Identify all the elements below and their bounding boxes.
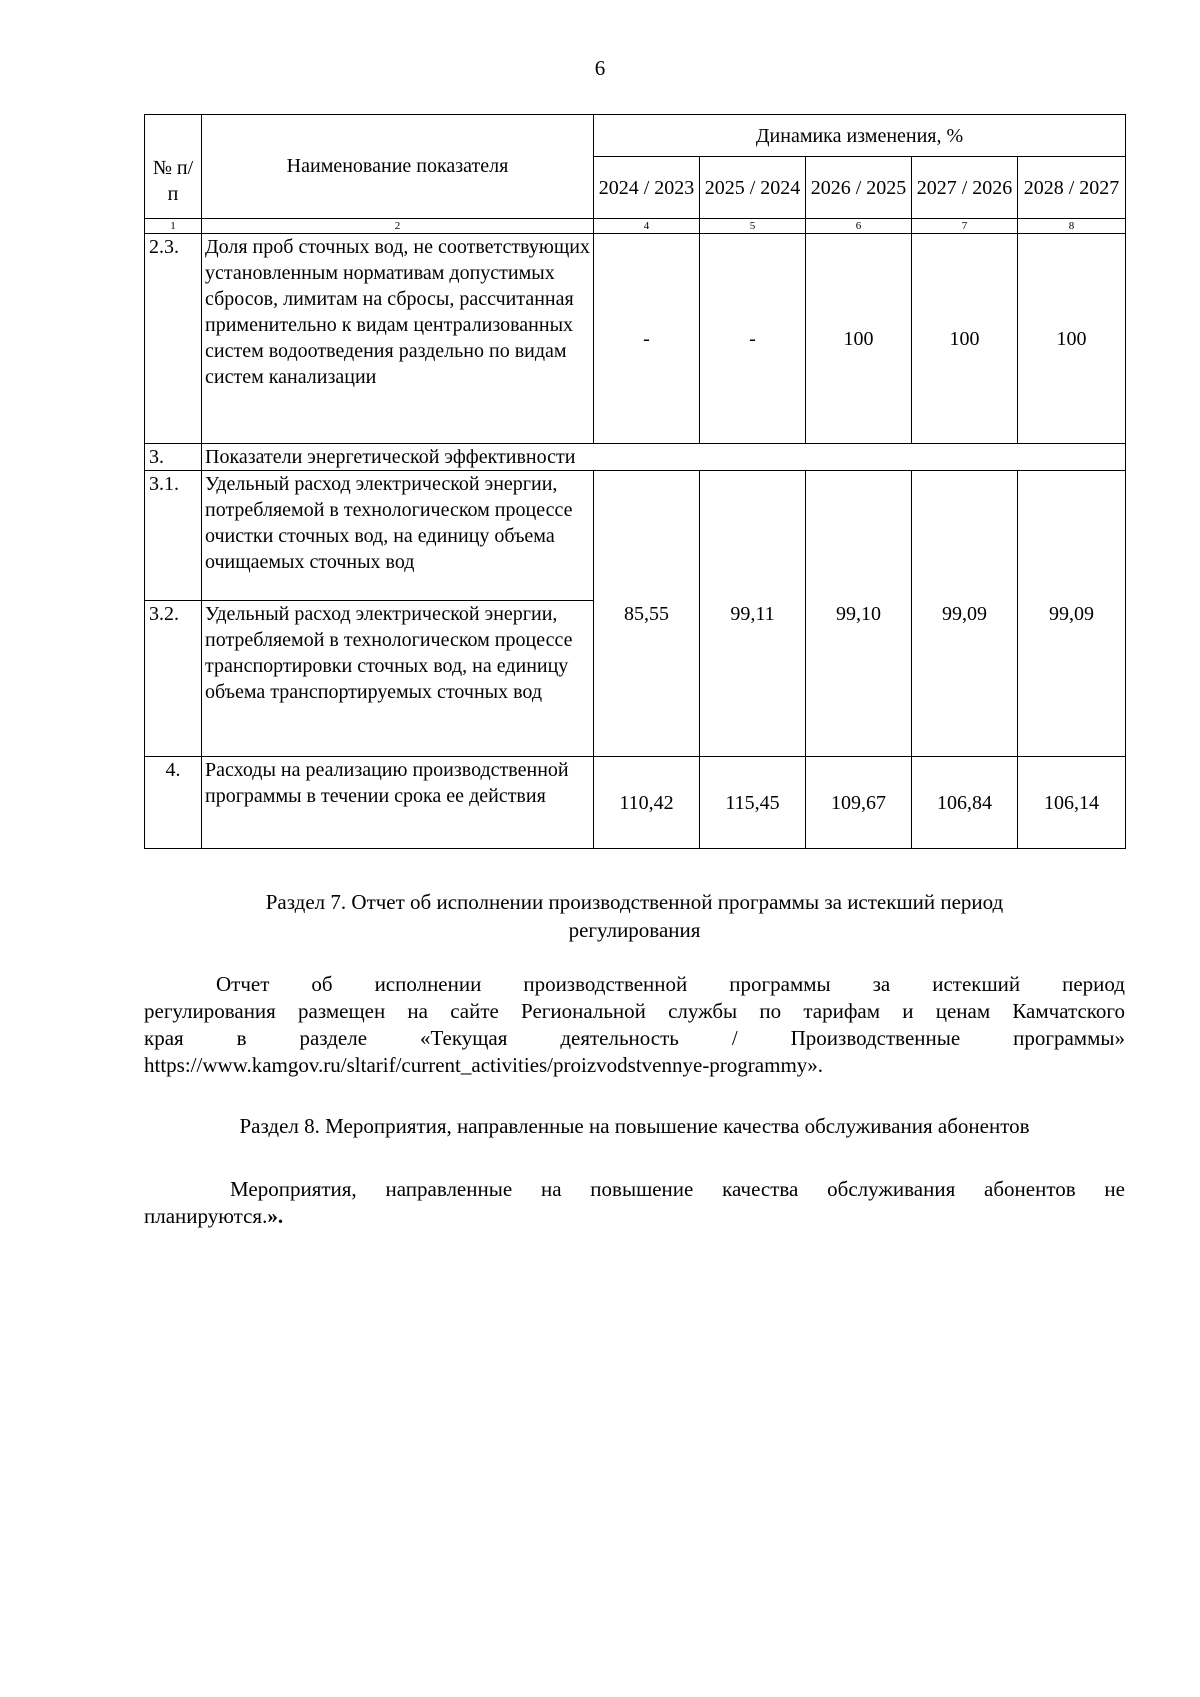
row-value: 85,55 bbox=[594, 471, 700, 757]
section-heading: Показатели энергетической эффективности bbox=[202, 444, 1126, 471]
section7-line: регулирования размещен на сайте Региональной службы по тарифам и ценам Камчатского bbox=[144, 999, 1125, 1023]
header-year: 2025 / 2024 bbox=[700, 157, 806, 219]
header-year: 2026 / 2025 bbox=[806, 157, 912, 219]
section8-title: Раздел 8. Мероприятия, направленные на повышение качества обслуживания абонентов bbox=[239, 1114, 1030, 1138]
col-number: 4 bbox=[594, 219, 700, 234]
row-name: Удельный расход электрической энергии, потребляемой в технологическом процессе транспортировки сточных вод, на единицу объема транспортируемых сточных вод bbox=[202, 601, 594, 757]
row-number: 4. bbox=[145, 757, 202, 849]
section7-title bbox=[144, 888, 1125, 944]
row-value: 110,42 bbox=[594, 757, 700, 849]
row-number: 2.3. bbox=[145, 234, 202, 444]
section7-line: края в разделе «Текущая деятельность / Производственные программы» bbox=[144, 1026, 1125, 1050]
row-name: Расходы на реализацию производственной программы в течении срока ее действия bbox=[202, 757, 594, 849]
row-name: Удельный расход электрической энергии, потребляемой в технологическом процессе очистки сточных вод, на единицу объема очищаемых сточных вод bbox=[202, 471, 594, 601]
section8-line: Мероприятия, направленные на повышение качества обслуживания абонентов не bbox=[230, 1177, 1125, 1201]
col-number: 1 bbox=[145, 219, 202, 234]
section8-line-2 bbox=[144, 1203, 1125, 1230]
row-value: 100 bbox=[806, 234, 912, 444]
header-name: Наименование показателя bbox=[202, 115, 594, 219]
col-number: 7 bbox=[912, 219, 1018, 234]
indicators-table bbox=[144, 114, 1126, 849]
section7-title-line: регулирования bbox=[568, 918, 701, 942]
header-year: 2028 / 2027 bbox=[1018, 157, 1126, 219]
row-value: 99,11 bbox=[700, 471, 806, 757]
table-row bbox=[145, 757, 1126, 849]
row-name: Доля проб сточных вод, не соответствующих установленным нормативам допустимых сбросов, лимитам на сбросы, рассчитанная применительно к видам централизованных систем водоотведения раздельно по видам систем канализации bbox=[202, 234, 594, 444]
header-num bbox=[145, 115, 202, 219]
row-number: 3. bbox=[145, 444, 202, 471]
col-number: 6 bbox=[806, 219, 912, 234]
row-value: 100 bbox=[1018, 234, 1126, 444]
row-value: - bbox=[594, 234, 700, 444]
table-row bbox=[145, 471, 1126, 601]
header-num-text: № п/п bbox=[152, 156, 194, 205]
col-number: 8 bbox=[1018, 219, 1126, 234]
section7-paragraph bbox=[144, 971, 1125, 1079]
section8-line-text: планируются. bbox=[144, 1204, 268, 1228]
row-value: - bbox=[700, 234, 806, 444]
row-value: 100 bbox=[912, 234, 1018, 444]
section8-paragraph bbox=[144, 1176, 1125, 1230]
table-row bbox=[145, 444, 1126, 471]
row-value: 106,84 bbox=[912, 757, 1018, 849]
table-row bbox=[145, 234, 1126, 444]
row-value: 99,09 bbox=[1018, 471, 1126, 757]
column-numbers-row bbox=[145, 219, 1126, 234]
row-value: 99,10 bbox=[806, 471, 912, 757]
row-value: 109,67 bbox=[806, 757, 912, 849]
header-year: 2027 / 2026 bbox=[912, 157, 1018, 219]
page-number: 6 bbox=[594, 56, 606, 80]
col-number: 5 bbox=[700, 219, 806, 234]
closing-quote: ». bbox=[267, 1204, 284, 1228]
row-value: 115,45 bbox=[700, 757, 806, 849]
row-number: 3.2. bbox=[145, 601, 202, 757]
header-year: 2024 / 2023 bbox=[594, 157, 700, 219]
section7-line: Отчет об исполнении производственной программы за истекший период bbox=[216, 972, 1125, 996]
row-value: 99,09 bbox=[912, 471, 1018, 757]
col-number: 2 bbox=[202, 219, 594, 234]
section7-link[interactable]: https://www.kamgov.ru/sltarif/current_activities/proizvodstvennye-programmy». bbox=[144, 1053, 824, 1077]
row-value: 106,14 bbox=[1018, 757, 1126, 849]
row-number: 3.1. bbox=[145, 471, 202, 601]
section7-title-line: Раздел 7. Отчет об исполнении производственной программы за истекший период bbox=[265, 890, 1004, 914]
header-dynamics: Динамика изменения, % bbox=[594, 115, 1126, 157]
